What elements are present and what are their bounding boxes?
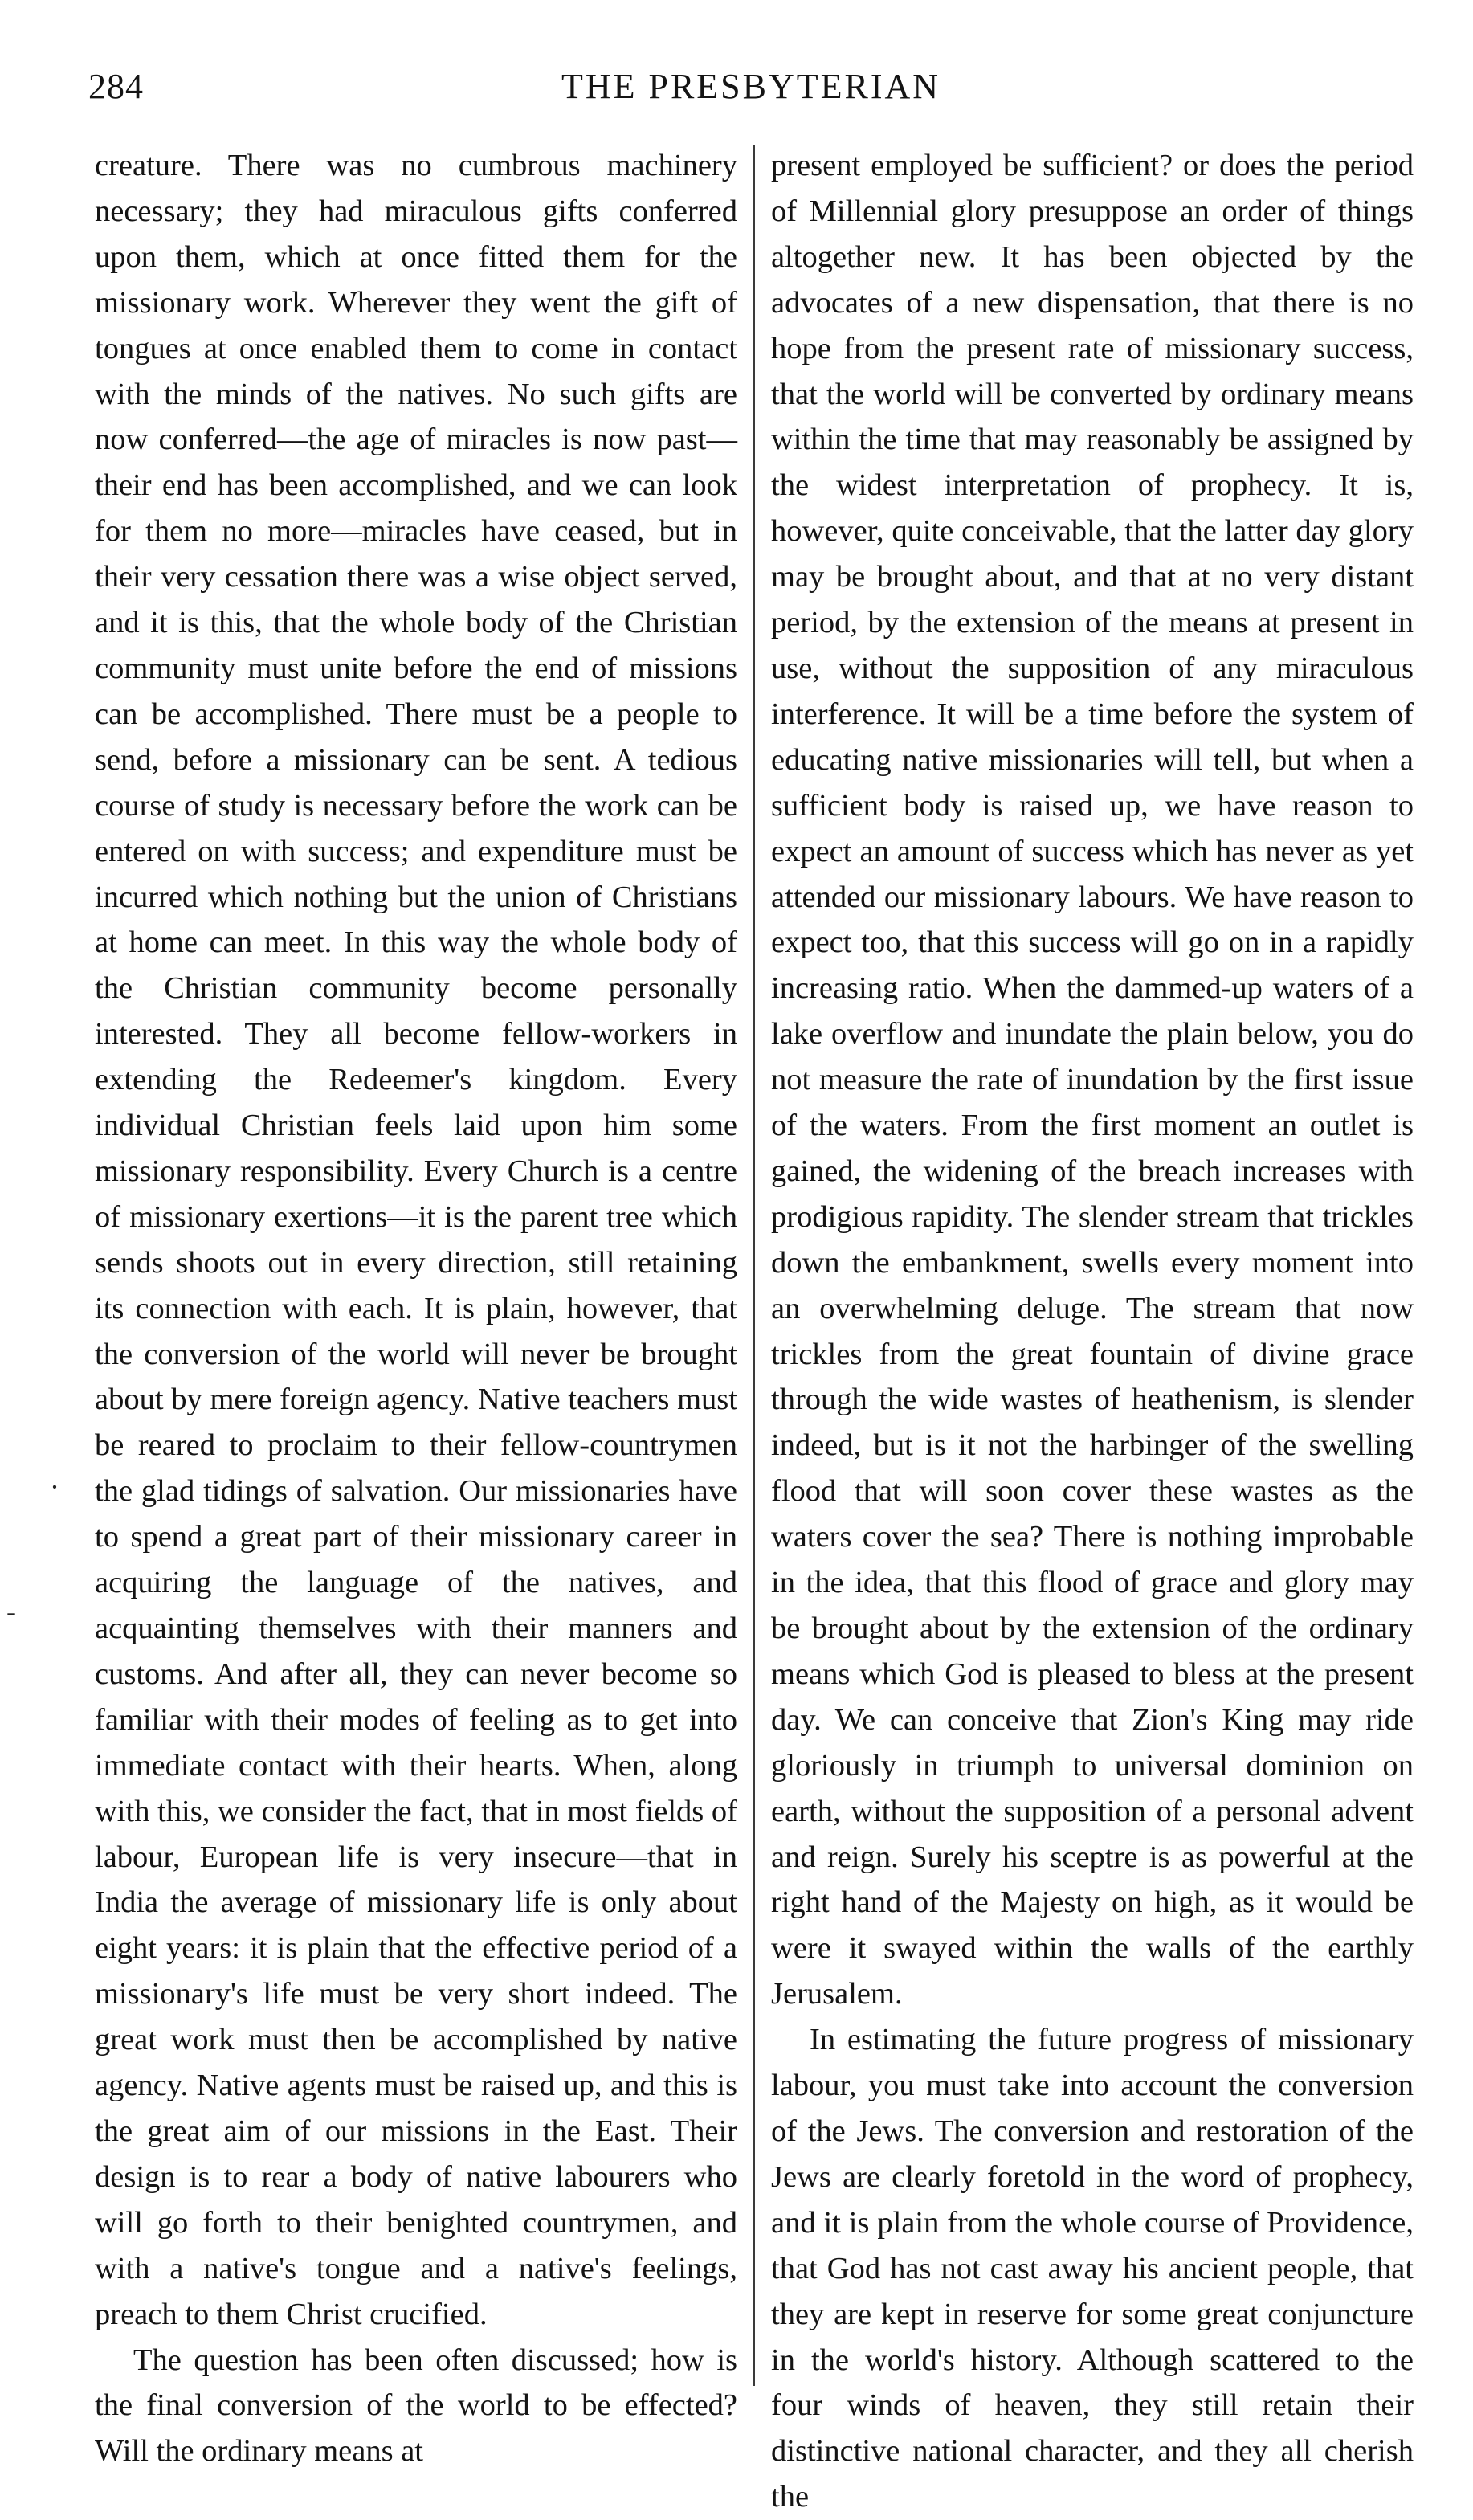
right-paragraph-1: present employed be sufficient? or does the period of Millennial glory presuppose an order of things altogether new. It has been objected by the advocates of a new dispensation, that there is no hope from the present rate of missionary success, that the world will be converted by ordinary means within the time that may reasonably be assigned by the widest interpretation of prophecy. It is, however, quite conceivable, that the latter day glory may be brought about, and that at no very distant period, by the extension of the means at present in use, without the supposition of any miraculous interference. It will be a time before the system of educating native missionaries will tell, but when a sufficient body is raised up, we have reason to expect an amount of success which has never as yet attended our missionary labours. We have reason to expect too, that this success will go on in a rapidly increasing ratio. When the dammed-up waters of a lake overflow and inundate the plain below, you do not measure the rate of inundation by the first issue of the waters. From the first moment an outlet is gained, the widening of the breach increases with prodigious rapidity. The slender stream that trickles down the embankment, swells every moment into an overwhelming deluge. The stream that now trickles from the great fountain of divine grace through the wide wastes of heathenism, is slender indeed, but is it not the harbinger of the swelling flood that will soon cover these wastes as the waters cover the sea? There is nothing improbable in the idea, that this flood of grace and glory may be brought about by the extension of the ordinary means which God is pleased to bless at the present day. We can conceive that Zion's King may ride gloriously in triumph to universal dominion on earth, without the supposition of a personal advent and reign. Surely his sceptre is as powerful at the right hand of the Majesty on high, as it would be were it swayed within the walls of the earthly Jerusalem. [771, 149, 1414, 2012]
left-paragraph-2: The question has been often discussed; how is the final conversion of the world to be effected? Will the ordinary means at [95, 2342, 737, 2469]
column-divider [753, 145, 755, 2386]
page-header [88, 66, 1414, 122]
right-paragraph-2: In estimating the future progress of missionary labour, you must take into account the conversion of the Jews. The conversion and restoration of the Jews are clearly foretold in the word of prophecy, and it is plain from the whole course of Providence, that God has not cast away his ancient people, that they are kept in reserve for some great conjuncture in the world's history. Although scattered to the four winds of heaven, they still retain their distinctive national character, and they all cherish the [771, 2023, 1414, 2514]
right-column [771, 143, 1414, 2514]
page-number: 284 [88, 67, 144, 106]
left-column [95, 143, 737, 2469]
left-paragraph-1: creature. There was no cumbrous machinery necessary; they had miraculous gifts conferred upon them, which at once fitted them for the missionary work. Wherever they went the gift of tongues at once enabled them to come in contact with the minds of the natives. No such gifts are now conferred—the age of miracles is now past—their end has been accomplished, and we can look for them no more—miracles have ceased, but in their very cessation there was a wise object served, and it is this, that the whole body of the Christian community must unite before the end of missions can be accomplished. There must be a people to send, before a missionary can be sent. A tedious course of study is necessary before the work can be entered on with success; and expenditure must be incurred which nothing but the union of Christians at home can meet. In this way the whole body of the Christian community become personally interested. They all become fellow-workers in extending the Redeemer's kingdom. Every individual Christian feels laid upon him some missionary responsibility. Every Church is a centre of missionary exertions—it is the parent tree which sends shoots out in every direction, still retaining its connection with each. It is plain, however, that the conversion of the world will never be brought about by mere foreign agency. Native teachers must be reared to proclaim to their fellow-countrymen the glad tidings of salvation. Our missionaries have to spend a great part of their missionary career in acquiring the language of the natives, and acquainting themselves with their manners and customs. And after all, they can never become so familiar with their modes of feeling as to get into immediate contact with their hearts. When, along with this, we consider the fact, that in most fields of labour, European life is very insecure—that in India the average of missionary life is only about eight years: it is plain that the effective period of a missionary's life must be very short indeed. The great work must then be accomplished by native agency. Native agents must be raised up, and this is the great aim of our missions in the East. Their design is to rear a body of native labourers who will go forth to their benighted countrymen, and with a native's tongue and a native's feelings, preach to them Christ crucified. [95, 149, 737, 2331]
running-title: THE PRESBYTERIAN [561, 67, 941, 106]
margin-dash: - [6, 1595, 16, 1628]
margin-speck: · [50, 1471, 59, 1503]
